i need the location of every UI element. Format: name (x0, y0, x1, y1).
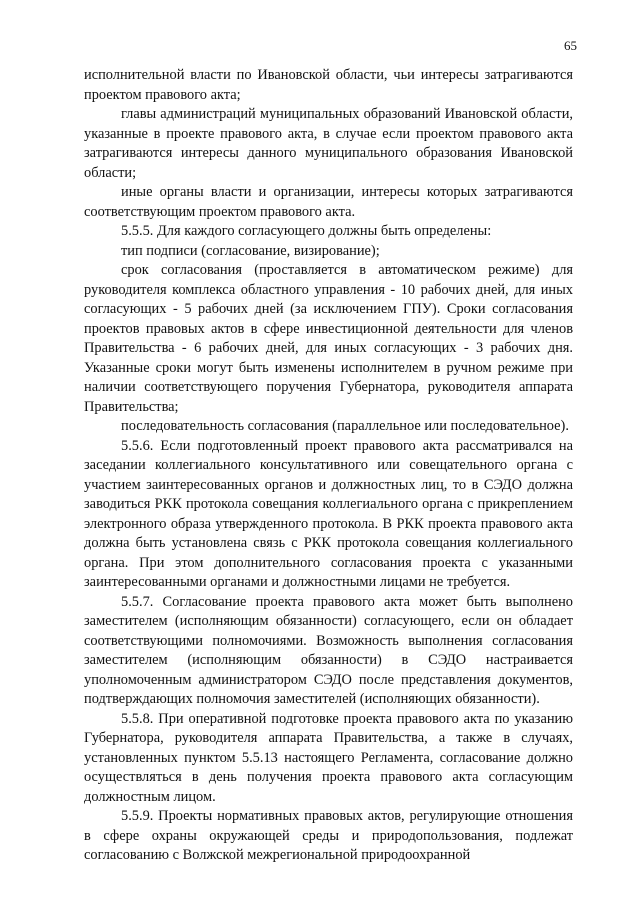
paragraph-heading: 5.5.5. Для каждого согласующего должны быть определены: (121, 223, 492, 239)
paragraph: срок согласования (проставляется в автоматическом режиме) для руководителя комплекса областного управления - 10 рабочих дней, для иных согласующих - 5 рабочих дней (за исключением ГПУ). Сроки согласования проектов правовых актов в сфере инвестиционной деятельности для членов Правительства - 6 рабочих дней, для иных согласующих - 3 рабочих дня. Указанные сроки могут быть изменены исполнителем в ручном режиме при наличии соответствующего поручения Губернатора, руководителя аппарата Правительства; (84, 262, 573, 415)
paragraph: 5.5.9. Проекты нормативных правовых актов, регулирующие отношения в сфере охраны окружающей среды и природопользования, подлежат согласованию с Волжской межрегиональной природоохранной (84, 808, 573, 863)
document-body (84, 66, 573, 865)
page-number: 65 (564, 38, 577, 53)
paragraph: тип подписи (согласование, визирование); (121, 242, 380, 259)
paragraph: иные органы власти и организации, интересы которых затрагиваются соответствующим проектом правового акта. (84, 184, 573, 220)
paragraph: 5.5.6. Если подготовленный проект правового акта рассматривался на заседании коллегиального консультативного или совещательного органа с участием заинтересованных органов и должностных лиц, то в СЭДО должна заводиться РКК протокола совещания коллегиального органа с прикреплением электронного образа утвержденного протокола. В РКК проекта правового акта должна быть установлена связь с РКК протокола совещания коллегиального органа. При этом дополнительного согласования проекта с указанными заинтересованными органами и должностными лицами не требуется. (84, 437, 573, 590)
paragraph: главы администраций муниципальных образований Ивановской области, указанные в проекте правового акта, в случае если проектом правового акта затрагиваются интересы данного муниципального образования Ивановской области; (84, 106, 573, 181)
paragraph: последовательность согласования (параллельное или последовательное). (121, 418, 569, 434)
paragraph: исполнительной власти по Ивановской области, чьи интересы затрагиваются проектом правового акта; (84, 67, 573, 103)
paragraph: 5.5.8. При оперативной подготовке проекта правового акта по указанию Губернатора, руководителя аппарата Правительства, а также в случаях, установленных пунктом 5.5.13 настоящего Регламента, согласование должно осуществляться в день получения проекта правового акта согласующим должностным лицом. (84, 710, 573, 805)
paragraph: 5.5.7. Согласование проекта правового акта может быть выполнено заместителем (исполняющим обязанности) согласующего, если он обладает соответствующими полномочиями. Возможность выполнения согласования заместителем (исполняющим обязанности) в СЭДО настраивается уполномоченным администратором СЭДО после представления документов, подтверждающих полномочия заместителей (исполняющих обязанности). (84, 593, 573, 707)
